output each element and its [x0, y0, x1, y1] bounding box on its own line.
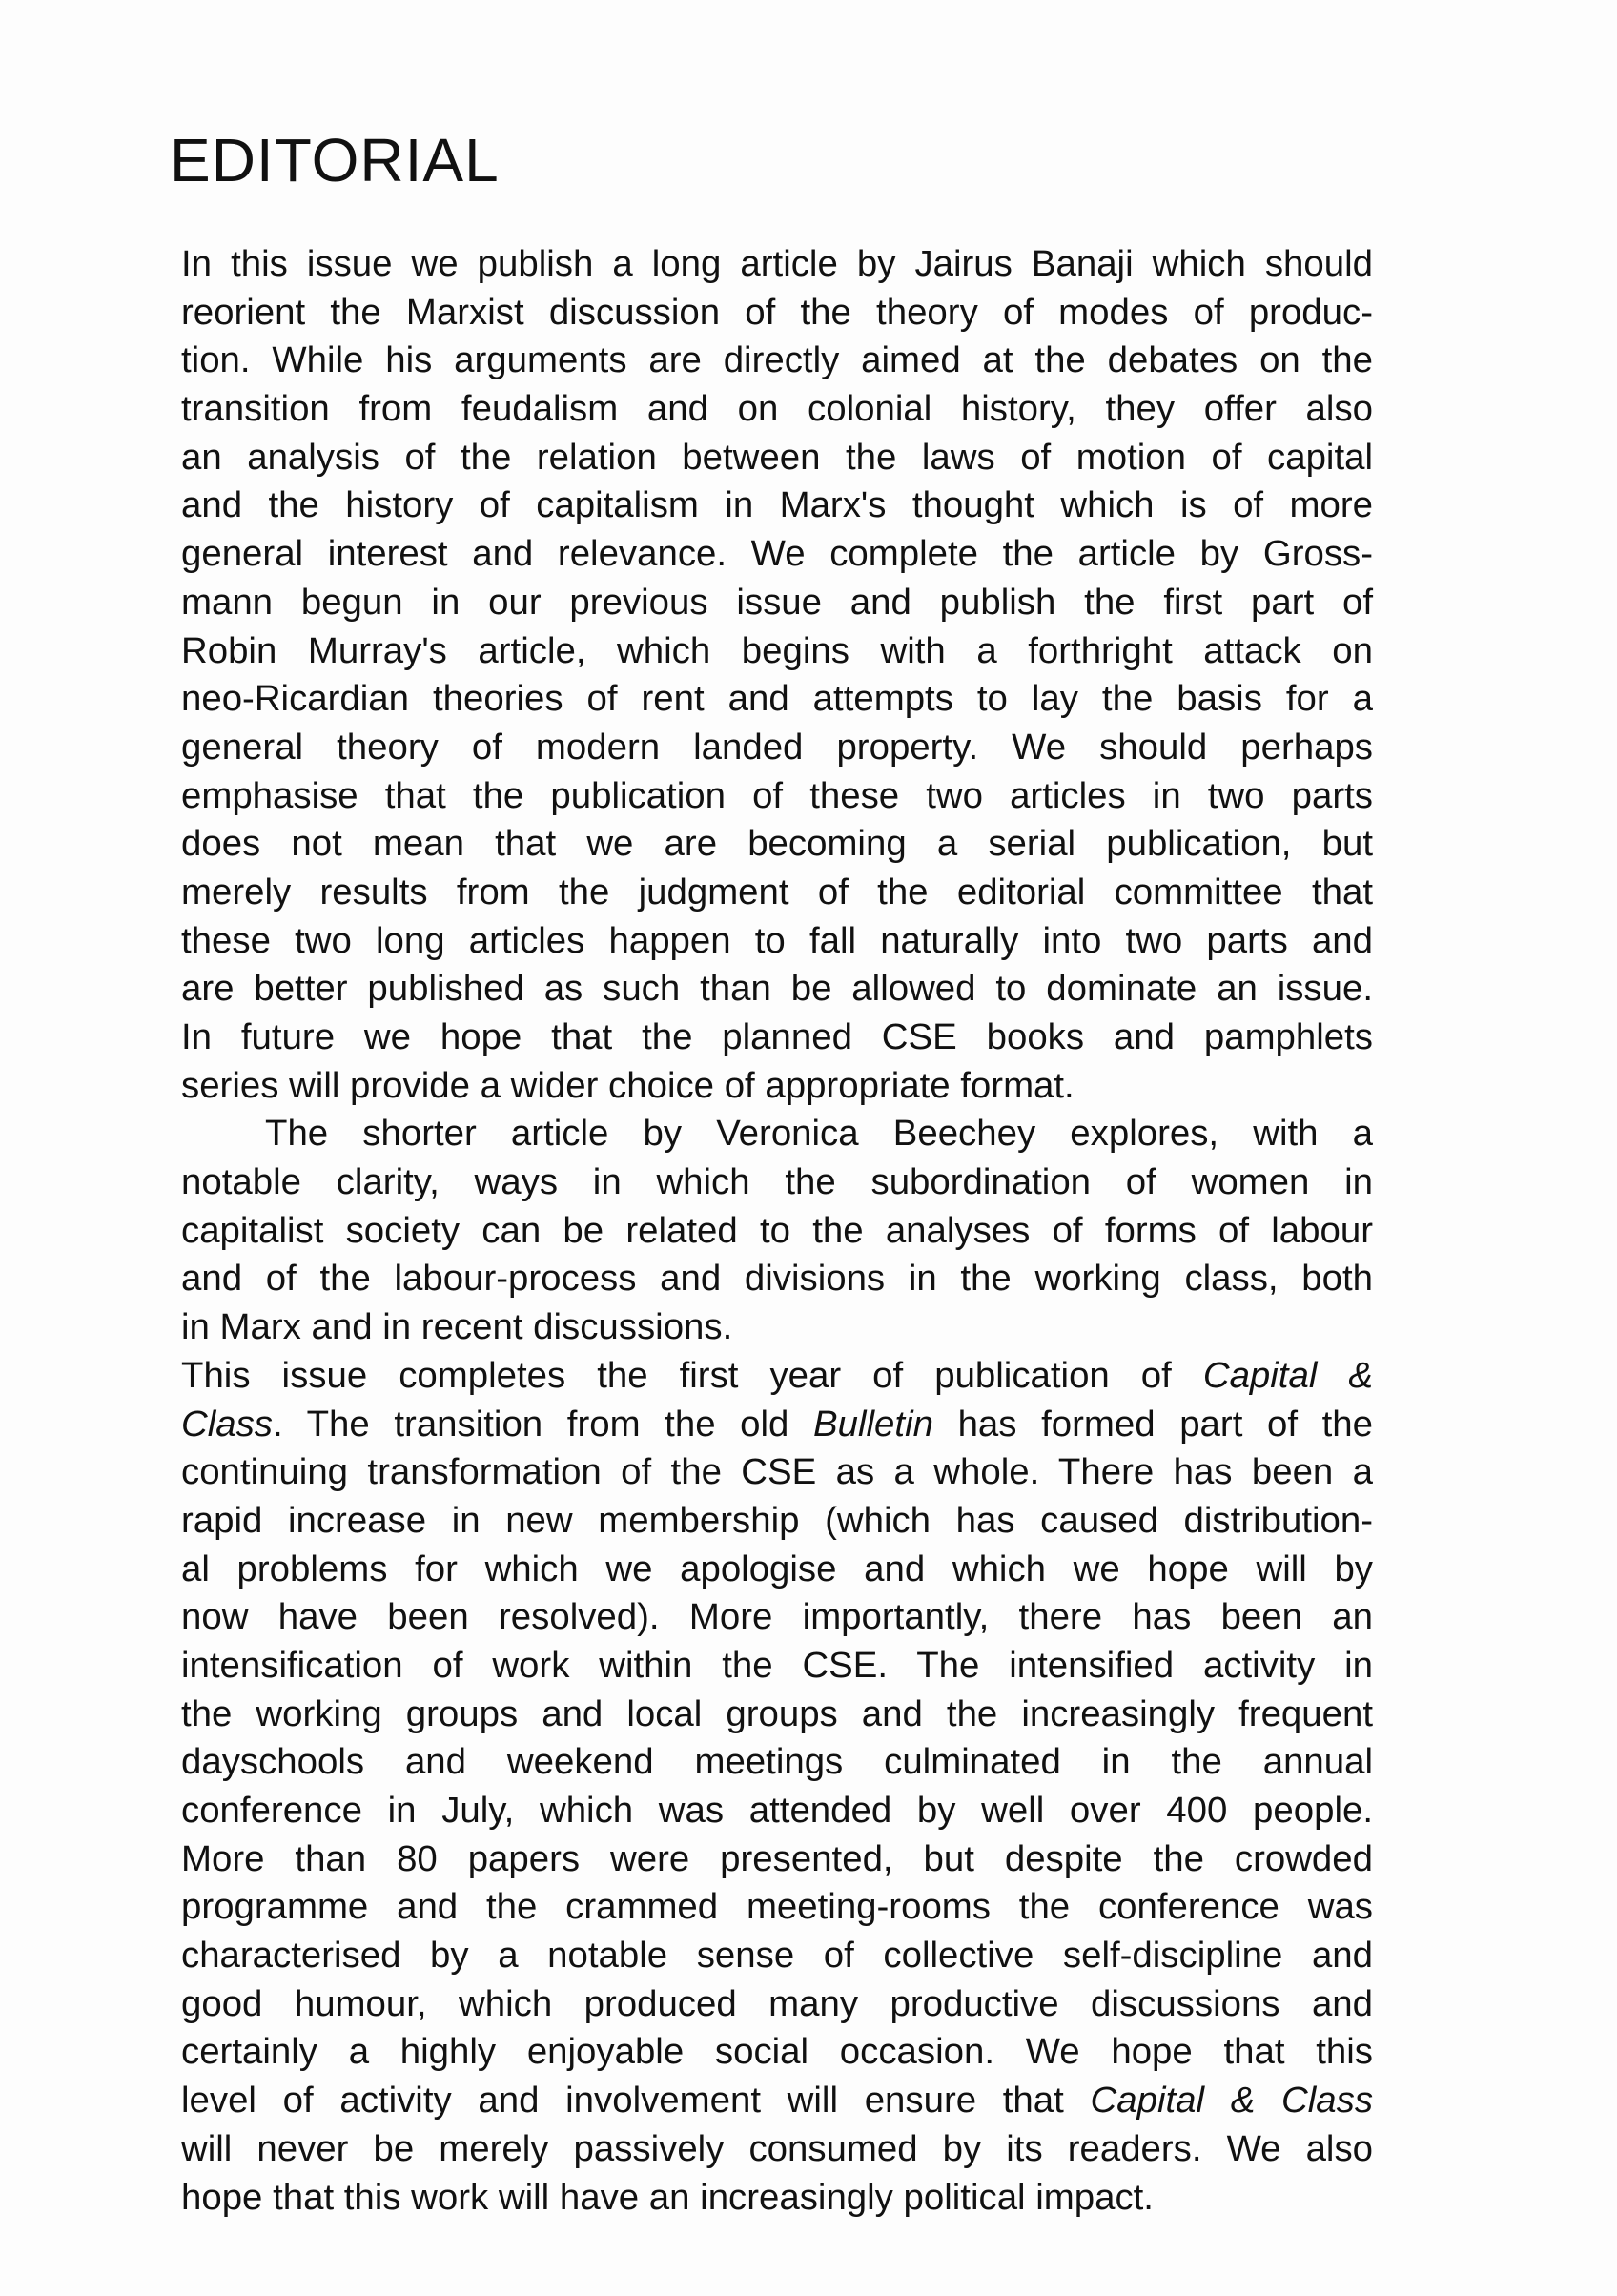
- journal-title-italic: Capital & Class: [1090, 2080, 1374, 2122]
- text-line: In this issue we publish a long article by Jairus Banaji which should: [181, 243, 1373, 284]
- text-line: now have been resolved). More importantly, there has been an: [181, 1596, 1373, 1638]
- text-line: mann begun in our previous issue and publish the first part of: [181, 581, 1373, 623]
- text-line: [181, 1352, 1373, 1401]
- text-line: continuing transformation of the CSE as a whole. There has been a: [181, 1451, 1373, 1493]
- text-line: intensification of work within the CSE. The intensified activity in: [181, 1644, 1373, 1686]
- text-line: good humour, which produced many productive discussions and: [181, 1982, 1373, 2024]
- text-line: does not mean that we are becoming a serial publication, but: [181, 823, 1373, 865]
- text-line: programme and the crammed meeting-rooms the conference was: [181, 1886, 1373, 1928]
- text-line: certainly a highly enjoyable social occasion. We hope that this: [181, 2031, 1373, 2073]
- text-line: capitalist society can be related to the analyses of forms of labour: [181, 1209, 1373, 1251]
- text-line: series will provide a wider choice of appropriate format.: [181, 1064, 1075, 1106]
- text-line: al problems for which we apologise and which we hope will by: [181, 1548, 1373, 1589]
- text-line: these two long articles happen to fall naturally into two parts and: [181, 919, 1373, 961]
- paragraph-2: [181, 1110, 1373, 1351]
- text-line: and the history of capitalism in Marx's thought which is of more: [181, 484, 1373, 526]
- page-title: EDITORIAL: [170, 126, 500, 195]
- text-line: tion. While his arguments are directly aimed at the debates on the: [181, 339, 1373, 381]
- text-line: transition from feudalism and on colonial history, they offer also: [181, 388, 1373, 430]
- text-line: hope that this work will have an increasingly political impact.: [181, 2176, 1154, 2218]
- text-line: The shorter article by Veronica Beechey explores, with a: [265, 1113, 1373, 1155]
- text-line: More than 80 papers were presented, but despite the crowded: [181, 1837, 1373, 1879]
- journal-title-italic: Capital &: [1202, 1354, 1373, 1396]
- paragraph-3: [181, 1352, 1373, 2222]
- bulletin-italic: Bulletin: [813, 1403, 933, 1445]
- text-line: the working groups and local groups and the increasingly frequent: [181, 1692, 1373, 1734]
- text-run: . The transition from the old: [273, 1403, 814, 1445]
- text-line: notable clarity, ways in which the subordination of women in: [181, 1161, 1373, 1203]
- text-line: dayschools and weekend meetings culminated in the annual: [181, 1741, 1373, 1783]
- text-line: in Marx and in recent discussions.: [181, 1306, 733, 1348]
- text-line: rapid increase in new membership (which has caused distribution-: [181, 1499, 1373, 1541]
- text-line: merely results from the judgment of the editorial committee that: [181, 871, 1373, 912]
- text-run: level of activity and involvement will ensure that: [181, 2080, 1091, 2122]
- text-line: neo-Ricardian theories of rent and attempts to lay the basis for a: [181, 678, 1373, 720]
- text-run: This issue completes the first year of publication of: [181, 1354, 1203, 1396]
- text-line: and of the labour-process and divisions in the working class, both: [181, 1258, 1373, 1300]
- text-line: emphasise that the publication of these two articles in two parts: [181, 774, 1373, 816]
- text-line: conference in July, which was attended by well over 400 people.: [181, 1790, 1373, 1831]
- text-line: general interest and relevance. We complete the article by Gross-: [181, 533, 1373, 575]
- text-line: general theory of modern landed property. We should perhaps: [181, 726, 1373, 768]
- text-line: characterised by a notable sense of collective self-discipline and: [181, 1935, 1373, 1977]
- text-run: has formed part of the: [932, 1403, 1373, 1445]
- text-line: Robin Murray's article, which begins with a forthright attack on: [181, 629, 1373, 671]
- text-line: an analysis of the relation between the laws of motion of capital: [181, 436, 1373, 478]
- paragraph-1: [181, 240, 1373, 1110]
- editorial-body: [181, 240, 1373, 2222]
- text-line: are better published as such than be allowed to dominate an issue.: [181, 968, 1373, 1010]
- text-line: reorient the Marxist discussion of the theory of modes of produc-: [181, 291, 1373, 333]
- journal-title-italic: Class: [181, 1403, 273, 1445]
- text-line: [181, 2077, 1373, 2125]
- text-line: [181, 1401, 1373, 1449]
- text-line: will never be merely passively consumed by its readers. We also: [181, 2127, 1373, 2169]
- text-line: In future we hope that the planned CSE books and pamphlets: [181, 1016, 1373, 1057]
